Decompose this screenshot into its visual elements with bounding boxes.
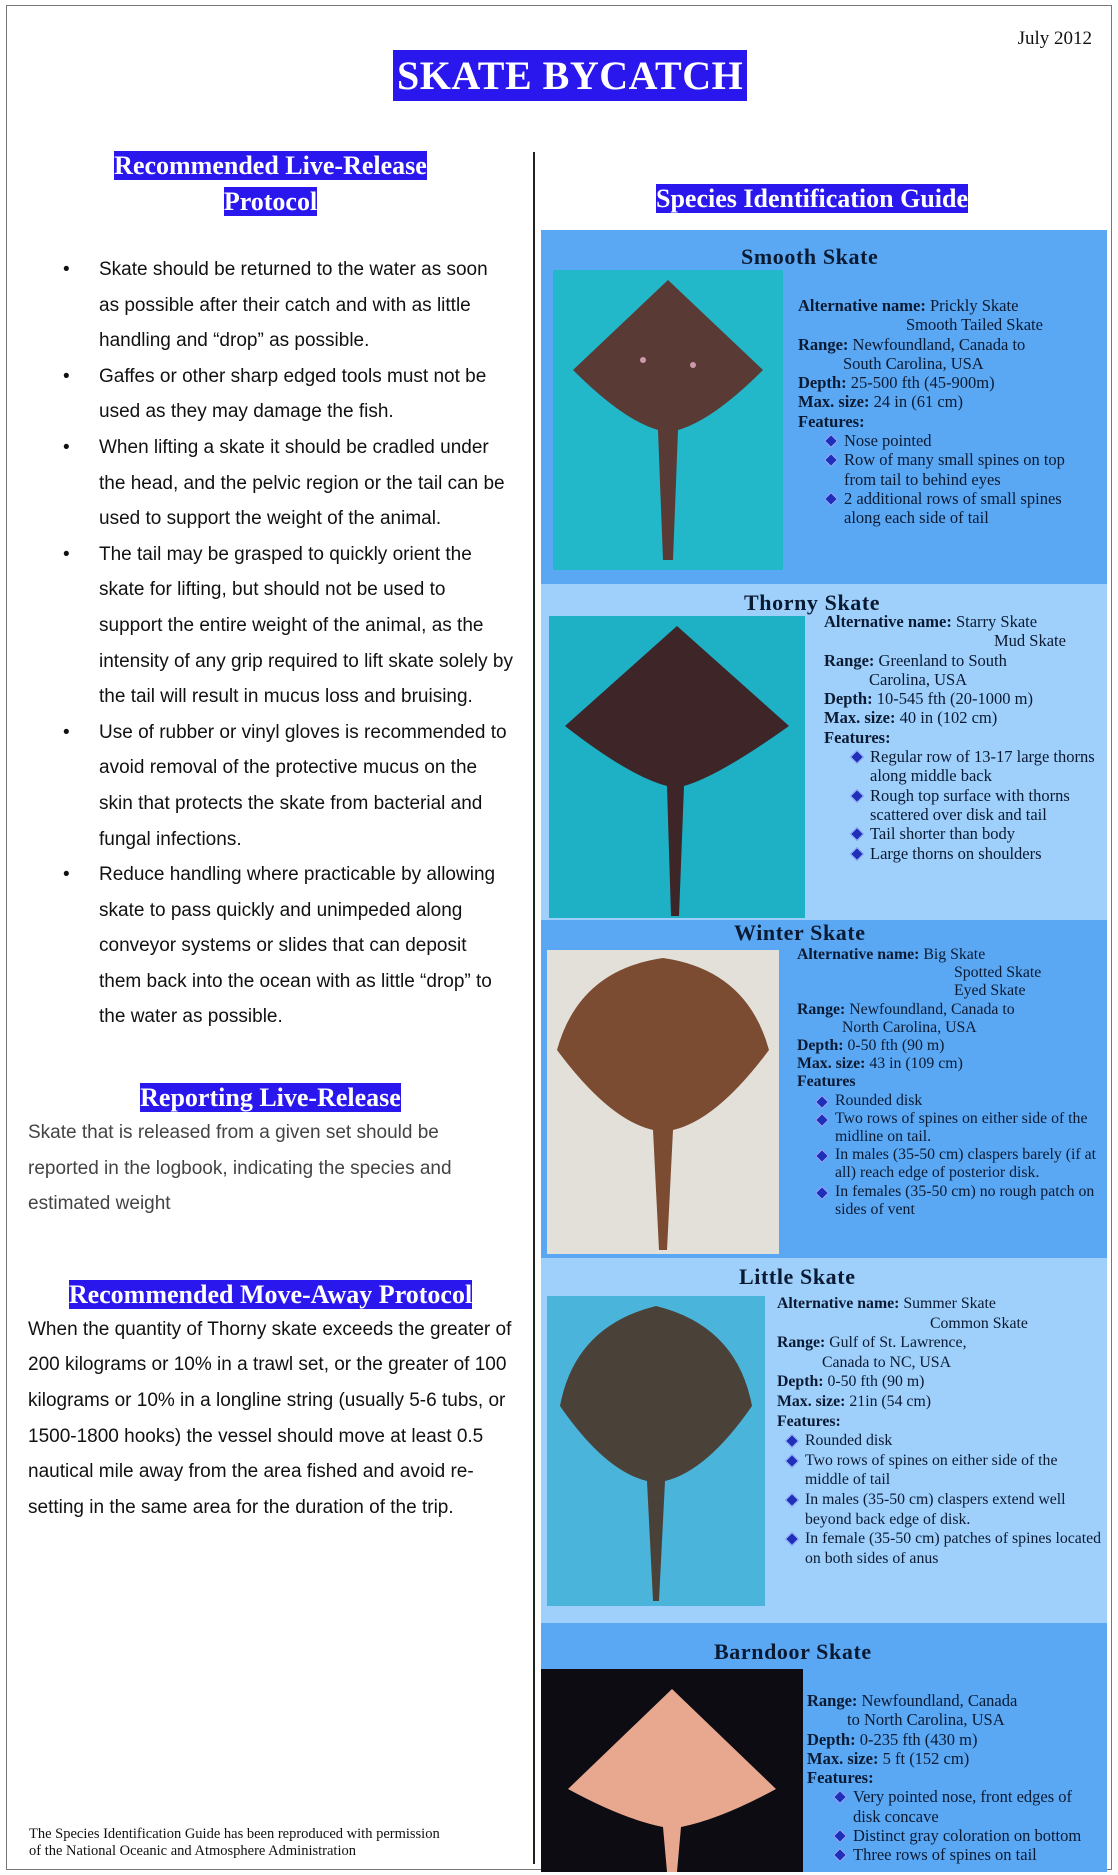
species-name: Barndoor Skate [714,1639,872,1664]
thorny-skate-photo [549,616,805,918]
list-item: • Use of rubber or vinyl gloves is recommended to avoid removal of the protective mucus on the skin that protects the skate from bacterial and fungal infections. [28,715,513,857]
bullet: • [63,543,70,565]
winter-skate-photo [547,950,779,1254]
little-skate-photo [547,1296,765,1606]
species-name: Smooth Skate [741,244,879,269]
bullet: • [63,259,70,280]
skate-illustration [549,616,805,918]
barndoor-skate-photo [541,1669,803,1872]
list-item: • The tail may be grasped to quickly orient the skate for lifting, but should not be used to support the entire weight of the animal, as the intensity of any grip required to lift skate solely by the tail will result in mucus loss and bruising. [28,537,513,715]
species-card-thorny-skate [541,584,1107,920]
reporting-heading: Reporting Live-Release [140,1083,401,1113]
footnote: The Species Identification Guide has been reproduced with permission of the National Oceanic and Atmosphere Administration [29,1826,440,1859]
species-info: Alternative name: Summer Skate Common Skate Range: Gulf of St. Lawrence, Canada to NC, USA Depth: 0-50 fth (90 m) Max. size: 21in (54 cm) Features: Rounded disk Two rows of spines on either side of the middle of tail In males (35-50 cm) claspers extend well beyond back edge of disk. In female (35-50 cm) patches of spines located on both sides of anus [777,1295,1102,1567]
live-release-heading: Recommended Live-Release Protocol [114,151,427,216]
bullet: • [63,864,70,886]
skate-illustration [541,1669,803,1872]
page-title: SKATE BYCATCH [393,50,747,101]
smooth-skate-photo [553,270,783,570]
species-card-smooth-skate [541,230,1107,584]
move-away-heading: Recommended Move-Away Protocol [68,1279,473,1309]
move-away-text: When the quantity of Thorny skate exceeds the greater of 200 kilograms or 10% in a trawl set, or the greater of 100 kilograms or 10% in a longline string (usually 5-6 tubs, or 1500-1800 hooks) the vessel should move at least 0.5 nautical mile away from the area fished and avoid re-setting in the same area for the duration of the trip. [28,1318,512,1518]
species-name: Thorny Skate [744,590,881,615]
species-info: Alternative name: Starry Skate Mud Skate Range: Greenland to South Carolina, USA Depth: 10-545 fth (20-1000 m) Max. size: 40 in (102 cm) Features: Regular row of 13-17 large thorns along middle back Rough top surface with thorns scattered over disk and tail Tail shorter than body Large thorns on shoulders [824,612,1104,863]
species-card-little-skate [541,1258,1107,1623]
list-item: • Skate should be returned to the water as soon as possible after their catch and with as little handling and “drop” as possible. [28,252,513,359]
species-name: Winter Skate [734,920,866,945]
species-info: Alternative name: Big Skate Spotted Skate Eyed Skate Range: Newfoundland, Canada to North Carolina, USA Depth: 0-50 fth (90 m) Max. size: 43 in (109 cm) Features Rounded disk Two rows of spines on either side of the midline on tail. In males (35-50 cm) claspers barely (if at all) reach edge of posterior disk. In females (35-50 cm) no rough patch on sides of vent [797,946,1102,1219]
column-divider [533,152,535,1864]
left-column [28,150,513,1525]
list-item: • When lifting a skate it should be cradled under the head, and the pelvic region or the tail can be used to support the weight of the animal. [28,430,513,537]
bullet: • [63,721,70,743]
reporting-text: Skate that is released from a given set should be reported in the logbook, indicating the species and estimated weight [28,1122,452,1215]
skate-illustration [547,1296,765,1606]
species-card-barndoor-skate [541,1623,1107,1872]
species-info: Range: Newfoundland, Canada to North Carolina, USA Depth: 0-235 fth (430 m) Max. size: 5 ft (152 cm) Features: Very pointed nose, front edges of disk concave Distinct gray coloration on bottom Three rows of spines on tail [807,1691,1103,1865]
skate-illustration [547,950,779,1254]
bullet: • [63,436,70,458]
species-guide [541,230,1107,1872]
species-card-winter-skate [541,920,1107,1258]
live-release-list [28,252,513,1035]
species-info: Alternative name: Prickly Skate Smooth Tailed Skate Range: Newfoundland, Canada to South Carolina, USA Depth: 25-500 fth (45-900m) Max. size: 24 in (61 cm) Features: Nose pointed Row of many small spines on top from tail to behind eyes 2 additional rows of small spines along each side of tail [798,296,1098,528]
species-name: Little Skate [739,1264,856,1289]
bullet: • [63,365,70,387]
list-item: • Reduce handling where practicable by allowing skate to pass quickly and unimpeded along conveyor systems or slides that can deposit them back into the ocean with as little “drop” to the water as possible. [28,857,513,1035]
species-guide-heading: Species Identification Guide [656,184,969,213]
list-item: • Gaffes or other sharp edged tools must not be used as they may damage the fish. [28,359,513,430]
skate-illustration [553,270,783,570]
date: July 2012 [1017,28,1092,49]
